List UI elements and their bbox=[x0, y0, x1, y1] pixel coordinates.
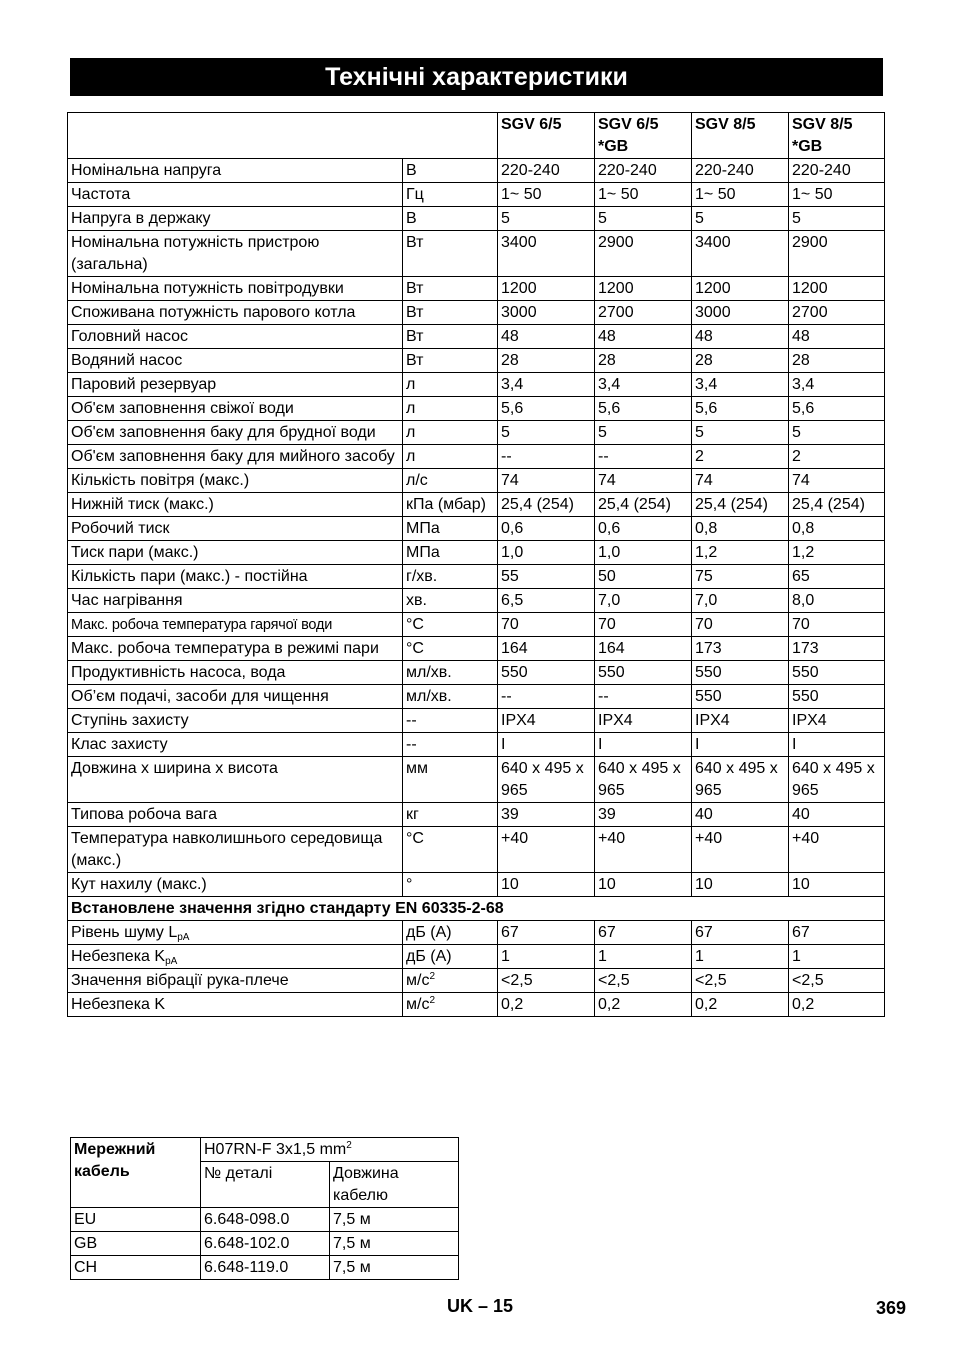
param-value: 1~ 50 bbox=[498, 183, 595, 207]
param-value: 1 bbox=[692, 945, 789, 969]
param-value: IPX4 bbox=[692, 709, 789, 733]
param-unit: В bbox=[403, 207, 498, 231]
param-value: 550 bbox=[789, 685, 885, 709]
param-name: Продуктивність насоса, вода bbox=[68, 661, 403, 685]
param-name: Об’єм подачі, засоби для чищення bbox=[68, 685, 403, 709]
param-name: Напруга в держаку bbox=[68, 207, 403, 231]
param-value: 5,6 bbox=[595, 397, 692, 421]
page-number: 369 bbox=[876, 1298, 907, 1318]
param-value: 1~ 50 bbox=[692, 183, 789, 207]
param-unit: °C bbox=[403, 637, 498, 661]
param-name: Температура навколишнього середовища (макс.) bbox=[68, 827, 403, 873]
param-value: 74 bbox=[498, 469, 595, 493]
param-value: 1 bbox=[498, 945, 595, 969]
param-value: -- bbox=[498, 685, 595, 709]
param-unit: мм bbox=[403, 757, 498, 803]
param-value: 640 x 495 x 965 bbox=[595, 757, 692, 803]
param-value: 2700 bbox=[789, 301, 885, 325]
part-number: 6.648-102.0 bbox=[201, 1232, 330, 1256]
param-value: 0,8 bbox=[692, 517, 789, 541]
param-value: I bbox=[789, 733, 885, 757]
param-value: 70 bbox=[692, 613, 789, 637]
standard-row bbox=[68, 921, 885, 945]
param-value: 164 bbox=[498, 637, 595, 661]
param-value: 3000 bbox=[498, 301, 595, 325]
param-value: 28 bbox=[498, 349, 595, 373]
cable-length: 7,5 м bbox=[330, 1232, 459, 1256]
param-value: 1,2 bbox=[789, 541, 885, 565]
param-unit: -- bbox=[403, 733, 498, 757]
unit-label: м/с bbox=[406, 996, 430, 1013]
param-value: 550 bbox=[692, 685, 789, 709]
param-value: 5 bbox=[498, 207, 595, 231]
standard-row bbox=[68, 993, 885, 1017]
param-value: 0,2 bbox=[498, 993, 595, 1017]
cable-row bbox=[71, 1138, 459, 1162]
param-value: 48 bbox=[498, 325, 595, 349]
param-name bbox=[68, 993, 403, 1017]
param-value: 74 bbox=[595, 469, 692, 493]
param-value: 550 bbox=[595, 661, 692, 685]
param-value: 0,2 bbox=[692, 993, 789, 1017]
param-value: 640 x 495 x 965 bbox=[789, 757, 885, 803]
spec-row bbox=[68, 661, 885, 685]
param-value: 220-240 bbox=[595, 159, 692, 183]
param-name: Робочий тиск bbox=[68, 517, 403, 541]
param-value: IPX4 bbox=[789, 709, 885, 733]
param-value: 74 bbox=[789, 469, 885, 493]
param-value: 25,4 (254) bbox=[595, 493, 692, 517]
model-header: SGV 6/5 *GB bbox=[595, 113, 692, 159]
param-value: 2900 bbox=[595, 231, 692, 277]
param-value: +40 bbox=[498, 827, 595, 873]
param-value: +40 bbox=[789, 827, 885, 873]
param-label: Значення вібрації рука-плече bbox=[71, 972, 289, 989]
param-value: 3,4 bbox=[692, 373, 789, 397]
spec-row bbox=[68, 207, 885, 231]
unit-superscript: 2 bbox=[429, 995, 436, 1006]
param-value: 6,5 bbox=[498, 589, 595, 613]
param-value: 7,0 bbox=[692, 589, 789, 613]
param-value: 1200 bbox=[498, 277, 595, 301]
param-value: 55 bbox=[498, 565, 595, 589]
param-unit: л bbox=[403, 373, 498, 397]
param-value: 1 bbox=[789, 945, 885, 969]
param-name: Номінальна потужність повітродувки bbox=[68, 277, 403, 301]
param-value: 5 bbox=[789, 207, 885, 231]
param-value: 1~ 50 bbox=[789, 183, 885, 207]
param-value: 3,4 bbox=[498, 373, 595, 397]
param-name: Нижній тиск (макс.) bbox=[68, 493, 403, 517]
param-value: 5 bbox=[498, 421, 595, 445]
param-value: 5 bbox=[692, 421, 789, 445]
param-value: 74 bbox=[692, 469, 789, 493]
param-unit: Вт bbox=[403, 325, 498, 349]
param-value: 28 bbox=[789, 349, 885, 373]
param-value: 7,0 bbox=[595, 589, 692, 613]
param-value: 1200 bbox=[595, 277, 692, 301]
param-value: 40 bbox=[692, 803, 789, 827]
param-value: -- bbox=[498, 445, 595, 469]
spec-row bbox=[68, 685, 885, 709]
param-value: 70 bbox=[789, 613, 885, 637]
param-value: 3400 bbox=[498, 231, 595, 277]
spec-row bbox=[68, 325, 885, 349]
spec-row bbox=[68, 373, 885, 397]
param-unit bbox=[403, 993, 498, 1017]
param-unit: г/хв. bbox=[403, 565, 498, 589]
param-unit: л/с bbox=[403, 469, 498, 493]
param-unit: МПа bbox=[403, 541, 498, 565]
param-value: 25,4 (254) bbox=[498, 493, 595, 517]
spec-row bbox=[68, 397, 885, 421]
param-unit: Гц bbox=[403, 183, 498, 207]
param-label: Небезпека K bbox=[71, 948, 166, 965]
standard-row bbox=[68, 945, 885, 969]
unit-label: дБ (A) bbox=[406, 948, 452, 965]
cable-spec-text: H07RN-F 3x1,5 mm bbox=[204, 1141, 347, 1158]
param-value: 0,2 bbox=[789, 993, 885, 1017]
param-value: 550 bbox=[789, 661, 885, 685]
param-name: Номінальна потужність пристрою (загальна) bbox=[68, 231, 403, 277]
param-value: 5 bbox=[692, 207, 789, 231]
param-value: +40 bbox=[692, 827, 789, 873]
part-number: 6.648-098.0 bbox=[201, 1208, 330, 1232]
param-unit bbox=[403, 945, 498, 969]
model-header: SGV 8/5 bbox=[692, 113, 789, 159]
part-number-header: № деталі bbox=[201, 1162, 330, 1208]
model-header: SGV 8/5 *GB bbox=[789, 113, 885, 159]
footer-section: UK – 15 bbox=[447, 1296, 514, 1316]
param-unit: кг bbox=[403, 803, 498, 827]
param-unit: мл/хв. bbox=[403, 685, 498, 709]
spec-row bbox=[68, 277, 885, 301]
spec-row bbox=[68, 301, 885, 325]
param-value: -- bbox=[595, 445, 692, 469]
param-name: Кількість повітря (макс.) bbox=[68, 469, 403, 493]
param-unit bbox=[403, 921, 498, 945]
param-unit bbox=[403, 969, 498, 993]
unit-label: дБ (A) bbox=[406, 924, 452, 941]
param-unit: -- bbox=[403, 709, 498, 733]
param-unit: МПа bbox=[403, 517, 498, 541]
param-name: Головний насос bbox=[68, 325, 403, 349]
spec-row bbox=[68, 231, 885, 277]
param-value: 48 bbox=[692, 325, 789, 349]
param-value: 67 bbox=[595, 921, 692, 945]
param-subscript: pA bbox=[165, 956, 178, 967]
param-value: 2700 bbox=[595, 301, 692, 325]
standard-row bbox=[68, 969, 885, 993]
param-value: 0,8 bbox=[789, 517, 885, 541]
spec-row bbox=[68, 445, 885, 469]
param-name bbox=[68, 969, 403, 993]
param-value: 3000 bbox=[692, 301, 789, 325]
spec-row bbox=[68, 733, 885, 757]
param-name: Номінальна напруга bbox=[68, 159, 403, 183]
param-name: Довжина x ширина x висота bbox=[68, 757, 403, 803]
spec-row bbox=[68, 349, 885, 373]
spec-row bbox=[68, 873, 885, 897]
param-value: 3,4 bbox=[595, 373, 692, 397]
param-value: 2900 bbox=[789, 231, 885, 277]
param-value: 164 bbox=[595, 637, 692, 661]
param-value: 220-240 bbox=[498, 159, 595, 183]
param-name: Паровий резервуар bbox=[68, 373, 403, 397]
model-header: SGV 6/5 bbox=[498, 113, 595, 159]
param-value: 640 x 495 x 965 bbox=[692, 757, 789, 803]
param-value: 1,0 bbox=[498, 541, 595, 565]
param-value: 65 bbox=[789, 565, 885, 589]
param-value: 1200 bbox=[692, 277, 789, 301]
param-value: 1,2 bbox=[692, 541, 789, 565]
param-name: Клас захисту bbox=[68, 733, 403, 757]
param-value: 10 bbox=[692, 873, 789, 897]
param-value: 5 bbox=[595, 207, 692, 231]
param-value: 5 bbox=[595, 421, 692, 445]
param-unit: л bbox=[403, 397, 498, 421]
param-name: Кількість пари (макс.) - постійна bbox=[68, 565, 403, 589]
spec-row bbox=[68, 589, 885, 613]
param-label: Рівень шуму L bbox=[71, 924, 178, 941]
param-name: Об'єм заповнення баку для брудної води bbox=[68, 421, 403, 445]
param-unit: Вт bbox=[403, 231, 498, 277]
spec-table bbox=[67, 112, 885, 1017]
param-value: 25,4 (254) bbox=[789, 493, 885, 517]
param-unit: ° bbox=[403, 873, 498, 897]
param-value: 5,6 bbox=[498, 397, 595, 421]
param-value: <2,5 bbox=[692, 969, 789, 993]
param-value: 1200 bbox=[789, 277, 885, 301]
cable-spec bbox=[201, 1138, 459, 1162]
param-unit: л bbox=[403, 421, 498, 445]
param-value: 5,6 bbox=[692, 397, 789, 421]
param-value: 28 bbox=[692, 349, 789, 373]
spec-row bbox=[68, 493, 885, 517]
cable-label: Мережний кабель bbox=[71, 1138, 201, 1208]
param-value: <2,5 bbox=[789, 969, 885, 993]
spec-row bbox=[68, 613, 885, 637]
unit-superscript: 2 bbox=[429, 971, 436, 982]
param-value: 173 bbox=[789, 637, 885, 661]
spec-row bbox=[68, 541, 885, 565]
param-value: <2,5 bbox=[595, 969, 692, 993]
param-value: 39 bbox=[595, 803, 692, 827]
param-value: 220-240 bbox=[789, 159, 885, 183]
param-value: 640 x 495 x 965 bbox=[498, 757, 595, 803]
param-value: 2 bbox=[789, 445, 885, 469]
spec-row bbox=[68, 421, 885, 445]
param-value: 2 bbox=[692, 445, 789, 469]
spec-row bbox=[68, 183, 885, 207]
param-value: 10 bbox=[498, 873, 595, 897]
param-value: 70 bbox=[498, 613, 595, 637]
param-value: 173 bbox=[692, 637, 789, 661]
param-unit: кПа (мбар) bbox=[403, 493, 498, 517]
param-value: 5 bbox=[789, 421, 885, 445]
param-subscript: pA bbox=[177, 932, 190, 943]
param-value: 8,0 bbox=[789, 589, 885, 613]
cable-length: 7,5 м bbox=[330, 1208, 459, 1232]
spec-row bbox=[68, 637, 885, 661]
spec-row bbox=[68, 565, 885, 589]
param-unit: °C bbox=[403, 827, 498, 873]
param-value: 50 bbox=[595, 565, 692, 589]
param-value: 48 bbox=[595, 325, 692, 349]
region: GB bbox=[71, 1232, 201, 1256]
param-value: 3,4 bbox=[789, 373, 885, 397]
param-unit: хв. bbox=[403, 589, 498, 613]
param-unit: Вт bbox=[403, 301, 498, 325]
param-value: 75 bbox=[692, 565, 789, 589]
param-value: +40 bbox=[595, 827, 692, 873]
spec-row bbox=[68, 757, 885, 803]
param-name: Об'єм заповнення баку для мийного засобу bbox=[68, 445, 403, 469]
spec-row bbox=[68, 827, 885, 873]
param-name: Тиск пари (макс.) bbox=[68, 541, 403, 565]
param-name: Макс. робоча температура в режимі пари bbox=[68, 637, 403, 661]
param-value: 1 bbox=[595, 945, 692, 969]
param-value: 67 bbox=[498, 921, 595, 945]
param-name bbox=[68, 921, 403, 945]
unit-label: м/с bbox=[406, 972, 430, 989]
param-value: I bbox=[498, 733, 595, 757]
param-value: IPX4 bbox=[595, 709, 692, 733]
param-value: 28 bbox=[595, 349, 692, 373]
param-value: 1,0 bbox=[595, 541, 692, 565]
param-value: IPX4 bbox=[498, 709, 595, 733]
param-name: Кут нахилу (макс.) bbox=[68, 873, 403, 897]
param-value: I bbox=[692, 733, 789, 757]
param-value: 3400 bbox=[692, 231, 789, 277]
cable-table bbox=[70, 1137, 459, 1280]
param-value: 550 bbox=[498, 661, 595, 685]
spec-header-row bbox=[68, 113, 885, 159]
param-value: 48 bbox=[789, 325, 885, 349]
param-name: Час нагрівання bbox=[68, 589, 403, 613]
spec-row bbox=[68, 517, 885, 541]
param-value: 10 bbox=[595, 873, 692, 897]
header-blank-cell bbox=[68, 113, 498, 159]
standard-heading: Встановлене значення згідно стандарту EN 60335-2-68 bbox=[68, 897, 885, 921]
cable-length: 7,5 м bbox=[330, 1256, 459, 1280]
param-value: I bbox=[595, 733, 692, 757]
spec-row bbox=[68, 803, 885, 827]
page-title: Технічні характеристики bbox=[70, 58, 883, 96]
param-value: 5,6 bbox=[789, 397, 885, 421]
cable-region-row bbox=[71, 1232, 459, 1256]
param-name: Частота bbox=[68, 183, 403, 207]
param-value: 0,6 bbox=[498, 517, 595, 541]
param-name: Об'єм заповнення свіжої води bbox=[68, 397, 403, 421]
param-value: 0,6 bbox=[595, 517, 692, 541]
param-name: Макс. робоча температура гарячої води bbox=[68, 613, 403, 637]
spec-row bbox=[68, 709, 885, 733]
param-value: 70 bbox=[595, 613, 692, 637]
spec-row bbox=[68, 469, 885, 493]
cable-spec-superscript: 2 bbox=[346, 1140, 352, 1151]
param-unit: мл/хв. bbox=[403, 661, 498, 685]
param-unit: Вт bbox=[403, 349, 498, 373]
param-value: 10 bbox=[789, 873, 885, 897]
param-unit: Вт bbox=[403, 277, 498, 301]
param-value: 40 bbox=[789, 803, 885, 827]
param-name: Споживана потужність парового котла bbox=[68, 301, 403, 325]
param-unit: В bbox=[403, 159, 498, 183]
param-name: Ступінь захисту bbox=[68, 709, 403, 733]
part-number: 6.648-119.0 bbox=[201, 1256, 330, 1280]
length-header: Довжина кабелю bbox=[330, 1162, 459, 1208]
param-value: 25,4 (254) bbox=[692, 493, 789, 517]
param-label: Небезпека K bbox=[71, 996, 166, 1013]
region: CH bbox=[71, 1256, 201, 1280]
param-value: 39 bbox=[498, 803, 595, 827]
param-value: 67 bbox=[692, 921, 789, 945]
cable-region-row bbox=[71, 1208, 459, 1232]
param-name: Водяний насос bbox=[68, 349, 403, 373]
standard-heading-row bbox=[68, 897, 885, 921]
param-unit: °C bbox=[403, 613, 498, 637]
param-unit: л bbox=[403, 445, 498, 469]
region: EU bbox=[71, 1208, 201, 1232]
param-value: 1~ 50 bbox=[595, 183, 692, 207]
param-name: Типова робоча вага bbox=[68, 803, 403, 827]
spec-row bbox=[68, 159, 885, 183]
param-name bbox=[68, 945, 403, 969]
param-value: 67 bbox=[789, 921, 885, 945]
param-value: 220-240 bbox=[692, 159, 789, 183]
param-value: -- bbox=[595, 685, 692, 709]
cable-region-row bbox=[71, 1256, 459, 1280]
param-value: <2,5 bbox=[498, 969, 595, 993]
param-value: 550 bbox=[692, 661, 789, 685]
param-value: 0,2 bbox=[595, 993, 692, 1017]
